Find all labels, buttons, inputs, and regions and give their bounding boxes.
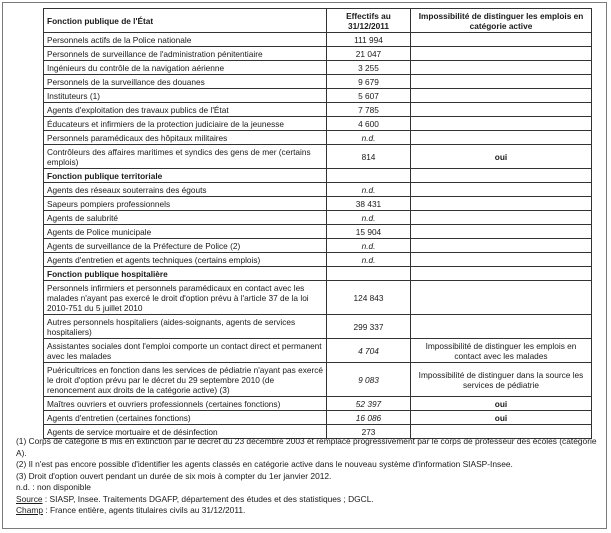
table-row <box>44 397 592 411</box>
source-text: : SIASP, Insee. Traitements DGAFP, département des études et des statistiques ; DGCL. <box>42 493 374 504</box>
table-row <box>44 183 592 197</box>
champ-line <box>16 505 601 517</box>
row-note <box>411 103 592 117</box>
row-note <box>411 117 592 131</box>
row-label: Personnels actifs de la Police nationale <box>44 33 327 47</box>
row-label: Autres personnels hospitaliers (aides-soignants, agents de services hospitaliers) <box>44 315 327 339</box>
row-label: Puéricultrices en fonction dans les services de pédiatrie n'ayant pas exercé le droit d'option prévu par le décret du 29 septembre 2010 (de renoncement aux droits de la catégorie active) (3) <box>44 363 327 397</box>
source-label: Source <box>16 493 43 504</box>
table-row <box>44 197 592 211</box>
row-note <box>411 315 592 339</box>
row-value: 38 431 <box>327 197 411 211</box>
row-value: 21 047 <box>327 47 411 61</box>
table-row <box>44 47 592 61</box>
row-note <box>411 75 592 89</box>
row-value: 3 255 <box>327 61 411 75</box>
table-row <box>44 253 592 267</box>
row-note <box>411 33 592 47</box>
row-label: Agents d'exploitation des travaux publics de l'État <box>44 103 327 117</box>
row-label: Agents d'entretien et agents techniques (certains emplois) <box>44 253 327 267</box>
row-note <box>411 281 592 315</box>
nd-legend: n.d. : non disponible <box>16 482 91 492</box>
row-value: n.d. <box>327 253 411 267</box>
row-value: 9 679 <box>327 75 411 89</box>
row-note <box>411 225 592 239</box>
row-label: Agents de Police municipale <box>44 225 327 239</box>
row-value: 4 600 <box>327 117 411 131</box>
table-row <box>44 33 592 47</box>
row-label: Instituteurs (1) <box>44 89 327 103</box>
section-row <box>44 169 592 183</box>
row-note <box>411 61 592 75</box>
row-label: Agents des réseaux souterrains des égouts <box>44 183 327 197</box>
row-value: 15 904 <box>327 225 411 239</box>
row-value: n.d. <box>327 183 411 197</box>
row-value: 9 083 <box>327 363 411 397</box>
row-note: oui <box>411 145 592 169</box>
table-row <box>44 363 592 397</box>
row-label: Agents de service mortuaire et de désinfection <box>44 425 327 439</box>
row-label: Personnels infirmiers et personnels paramédicaux en contact avec les malades n'ayant pas exercé le droit d'option prévu à l'article 37 de la loi 2010-751 du 5 juillet 2010 <box>44 281 327 315</box>
row-value: 111 994 <box>327 33 411 47</box>
table-row <box>44 239 592 253</box>
row-note: Impossibilité de distinguer les emplois en contact avec les malades <box>411 339 592 363</box>
row-label: Agents de surveillance de la Préfecture de Police (2) <box>44 239 327 253</box>
row-note <box>411 211 592 225</box>
row-value: 4 704 <box>327 339 411 363</box>
row-note <box>411 239 592 253</box>
row-value: 124 843 <box>327 281 411 315</box>
row-value: 814 <box>327 145 411 169</box>
table-row <box>44 89 592 103</box>
table-row <box>44 145 592 169</box>
row-label: Éducateurs et infirmiers de la protection judiciaire de la jeunesse <box>44 117 327 131</box>
table-row <box>44 339 592 363</box>
row-label: Contrôleurs des affaires maritimes et syndics des gens de mer (certains emplois) <box>44 145 327 169</box>
row-label: Sapeurs pompiers professionnels <box>44 197 327 211</box>
row-value: 16 086 <box>327 411 411 425</box>
row-note <box>411 253 592 267</box>
row-label: Agents de salubrité <box>44 211 327 225</box>
table-row <box>44 315 592 339</box>
row-value: 52 397 <box>327 397 411 411</box>
champ-text: : France entière, agents titulaires civils au 31/12/2011. <box>43 505 246 515</box>
header-count: Effectifs au 31/12/2011 <box>327 9 411 33</box>
table-row <box>44 117 592 131</box>
row-note <box>411 197 592 211</box>
table-row <box>44 75 592 89</box>
document-frame <box>2 2 607 529</box>
row-note <box>411 183 592 197</box>
row-value: 299 337 <box>327 315 411 339</box>
effectifs-table <box>43 8 592 439</box>
footnote-2: (2) Il n'est pas encore possible d'identifier les agents classés en catégorie active dans le nouveau système d'information SIASP-Insee. <box>16 459 513 469</box>
table-row <box>44 61 592 75</box>
table-row <box>44 281 592 315</box>
footnote-3: (3) Droit d'option ouvert pendant un durée de six mois à compter du 1er janvier 2012. <box>16 470 332 481</box>
source-line <box>16 494 601 506</box>
row-note: Impossibilité de distinguer dans la source les services de pédiatrie <box>411 363 592 397</box>
row-note: oui <box>411 397 592 411</box>
table-row <box>44 411 592 425</box>
row-label: Personnels de surveillance de l'administration pénitentiaire <box>44 47 327 61</box>
row-label: Maîtres ouvriers et ouvriers professionnels (certaines fonctions) <box>44 397 327 411</box>
table-row <box>44 211 592 225</box>
champ-label: Champ <box>16 505 43 515</box>
table-row <box>44 131 592 145</box>
row-value: 273 <box>327 425 411 439</box>
footnotes <box>16 436 601 517</box>
row-label: Personnels de la surveillance des douanes <box>44 75 327 89</box>
row-note <box>411 47 592 61</box>
table-row <box>44 225 592 239</box>
table-row <box>44 103 592 117</box>
row-note <box>411 131 592 145</box>
row-label: Agents d'entretien (certaines fonctions) <box>44 411 327 425</box>
row-value: 7 785 <box>327 103 411 117</box>
section-row <box>44 267 592 281</box>
row-value: 5 607 <box>327 89 411 103</box>
section-title-hospitaliere: Fonction publique hospitalière <box>44 267 327 281</box>
row-value: n.d. <box>327 211 411 225</box>
section-title-territoriale: Fonction publique territoriale <box>44 169 327 183</box>
header-category: Fonction publique de l'État <box>44 9 327 33</box>
row-value: n.d. <box>327 239 411 253</box>
row-note <box>411 89 592 103</box>
row-label: Personnels paramédicaux des hôpitaux militaires <box>44 131 327 145</box>
table-header-row <box>44 9 592 33</box>
footnote-1: (1) Corps de catégorie B mis en extinction par le décret du 23 décembre 2003 et remplacé progressivement par le corps de professeur des écoles (catégorie A). <box>16 436 597 458</box>
header-impossible: Impossibilité de distinguer les emplois en catégorie active <box>411 9 592 33</box>
row-label: Assistantes sociales dont l'emploi comporte un contact direct et permanent avec les malades <box>44 339 327 363</box>
row-label: Ingénieurs du contrôle de la navigation aérienne <box>44 61 327 75</box>
row-value: n.d. <box>327 131 411 145</box>
row-note: oui <box>411 411 592 425</box>
